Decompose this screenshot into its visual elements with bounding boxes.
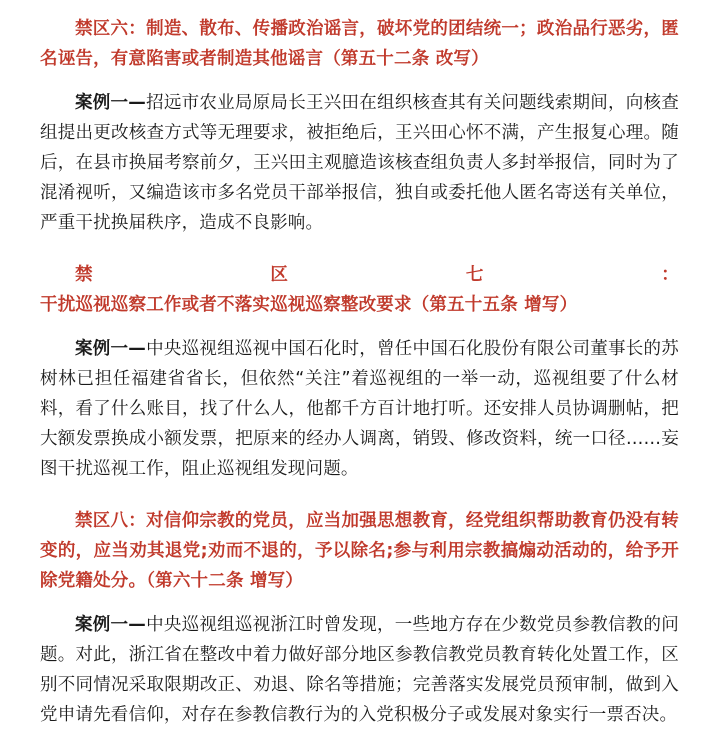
section-heading-label: 禁区七： xyxy=(75,265,679,285)
case-forbidden-zone-8 xyxy=(40,610,679,730)
case-text: 中央巡视组巡视中国石化时，曾任中国石化股份有限公司董事长的苏树林已担任福建省省长，但依然“关注”着巡视组的一举一动，巡视组要了什么材料，看了什么账目，找了什么人，他都千方百计地打听。还安排人员协调删帖，把大额发票换成小额发票，把原来的经办人调离，销毁、修改资料，统一口径……妄图干扰巡视工作，阻止巡视组发现问题。 xyxy=(40,339,679,479)
section-heading-label: 禁区八： xyxy=(75,511,147,531)
case-label: 案例一— xyxy=(75,615,146,635)
case-forbidden-zone-6 xyxy=(40,88,679,238)
case-paragraph xyxy=(40,334,679,484)
case-label: 案例一— xyxy=(75,93,146,113)
section-heading-label: 禁区六： xyxy=(75,19,147,39)
section-forbidden-zone-7 xyxy=(40,260,679,320)
case-text: 招远市农业局原局长王兴田在组织核查其有关问题线索期间，向核查组提出更改核查方式等无理要求，被拒绝后，王兴田心怀不满，产生报复心理。随后，在县市换届考察前夕，王兴田主观臆造该核查组负责人多封举报信，同时为了混淆视听，又编造该市多名党员干部举报信，独自或委托他人匿名寄送有关单位，严重干扰换届秩序，造成不良影响。 xyxy=(40,93,679,233)
case-paragraph xyxy=(40,610,679,730)
section-forbidden-zone-8 xyxy=(40,506,679,596)
section-heading-text: 干扰巡视巡察工作或者不落实巡视巡察整改要求（第五十五条 增写） xyxy=(40,295,578,315)
section-heading xyxy=(40,506,679,596)
section-heading xyxy=(40,260,679,320)
section-heading-text: 制造、散布、传播政治谣言，破坏党的团结统一；政治品行恶劣，匿名诬告，有意陷害或者制造其他谣言（第五十二条 改写） xyxy=(40,19,679,69)
section-divider-spacer xyxy=(40,252,679,260)
case-forbidden-zone-7 xyxy=(40,334,679,484)
section-heading xyxy=(40,14,679,74)
case-paragraph xyxy=(40,88,679,238)
section-heading-text: 对信仰宗教的党员，应当加强思想教育，经党组织帮助教育仍没有转变的，应当劝其退党;劝而不退的，予以除名;参与利用宗教搞煽动活动的，给予开除党籍处分。（第六十二条 增写） xyxy=(40,511,679,591)
case-text: 中央巡视组巡视浙江时曾发现，一些地方存在少数党员参教信教的问题。对此，浙江省在整改中着力做好部分地区参教信教党员教育转化处置工作，区别不同情况采取限期改正、劝退、除名等措施；完善落实发展党员预审制，做到入党申请先看信仰，对存在参教信教行为的入党积极分子或发展对象实行一票否决。 xyxy=(40,615,679,725)
section-divider-spacer xyxy=(40,498,679,506)
case-label: 案例一— xyxy=(75,339,146,359)
section-forbidden-zone-6 xyxy=(40,14,679,74)
